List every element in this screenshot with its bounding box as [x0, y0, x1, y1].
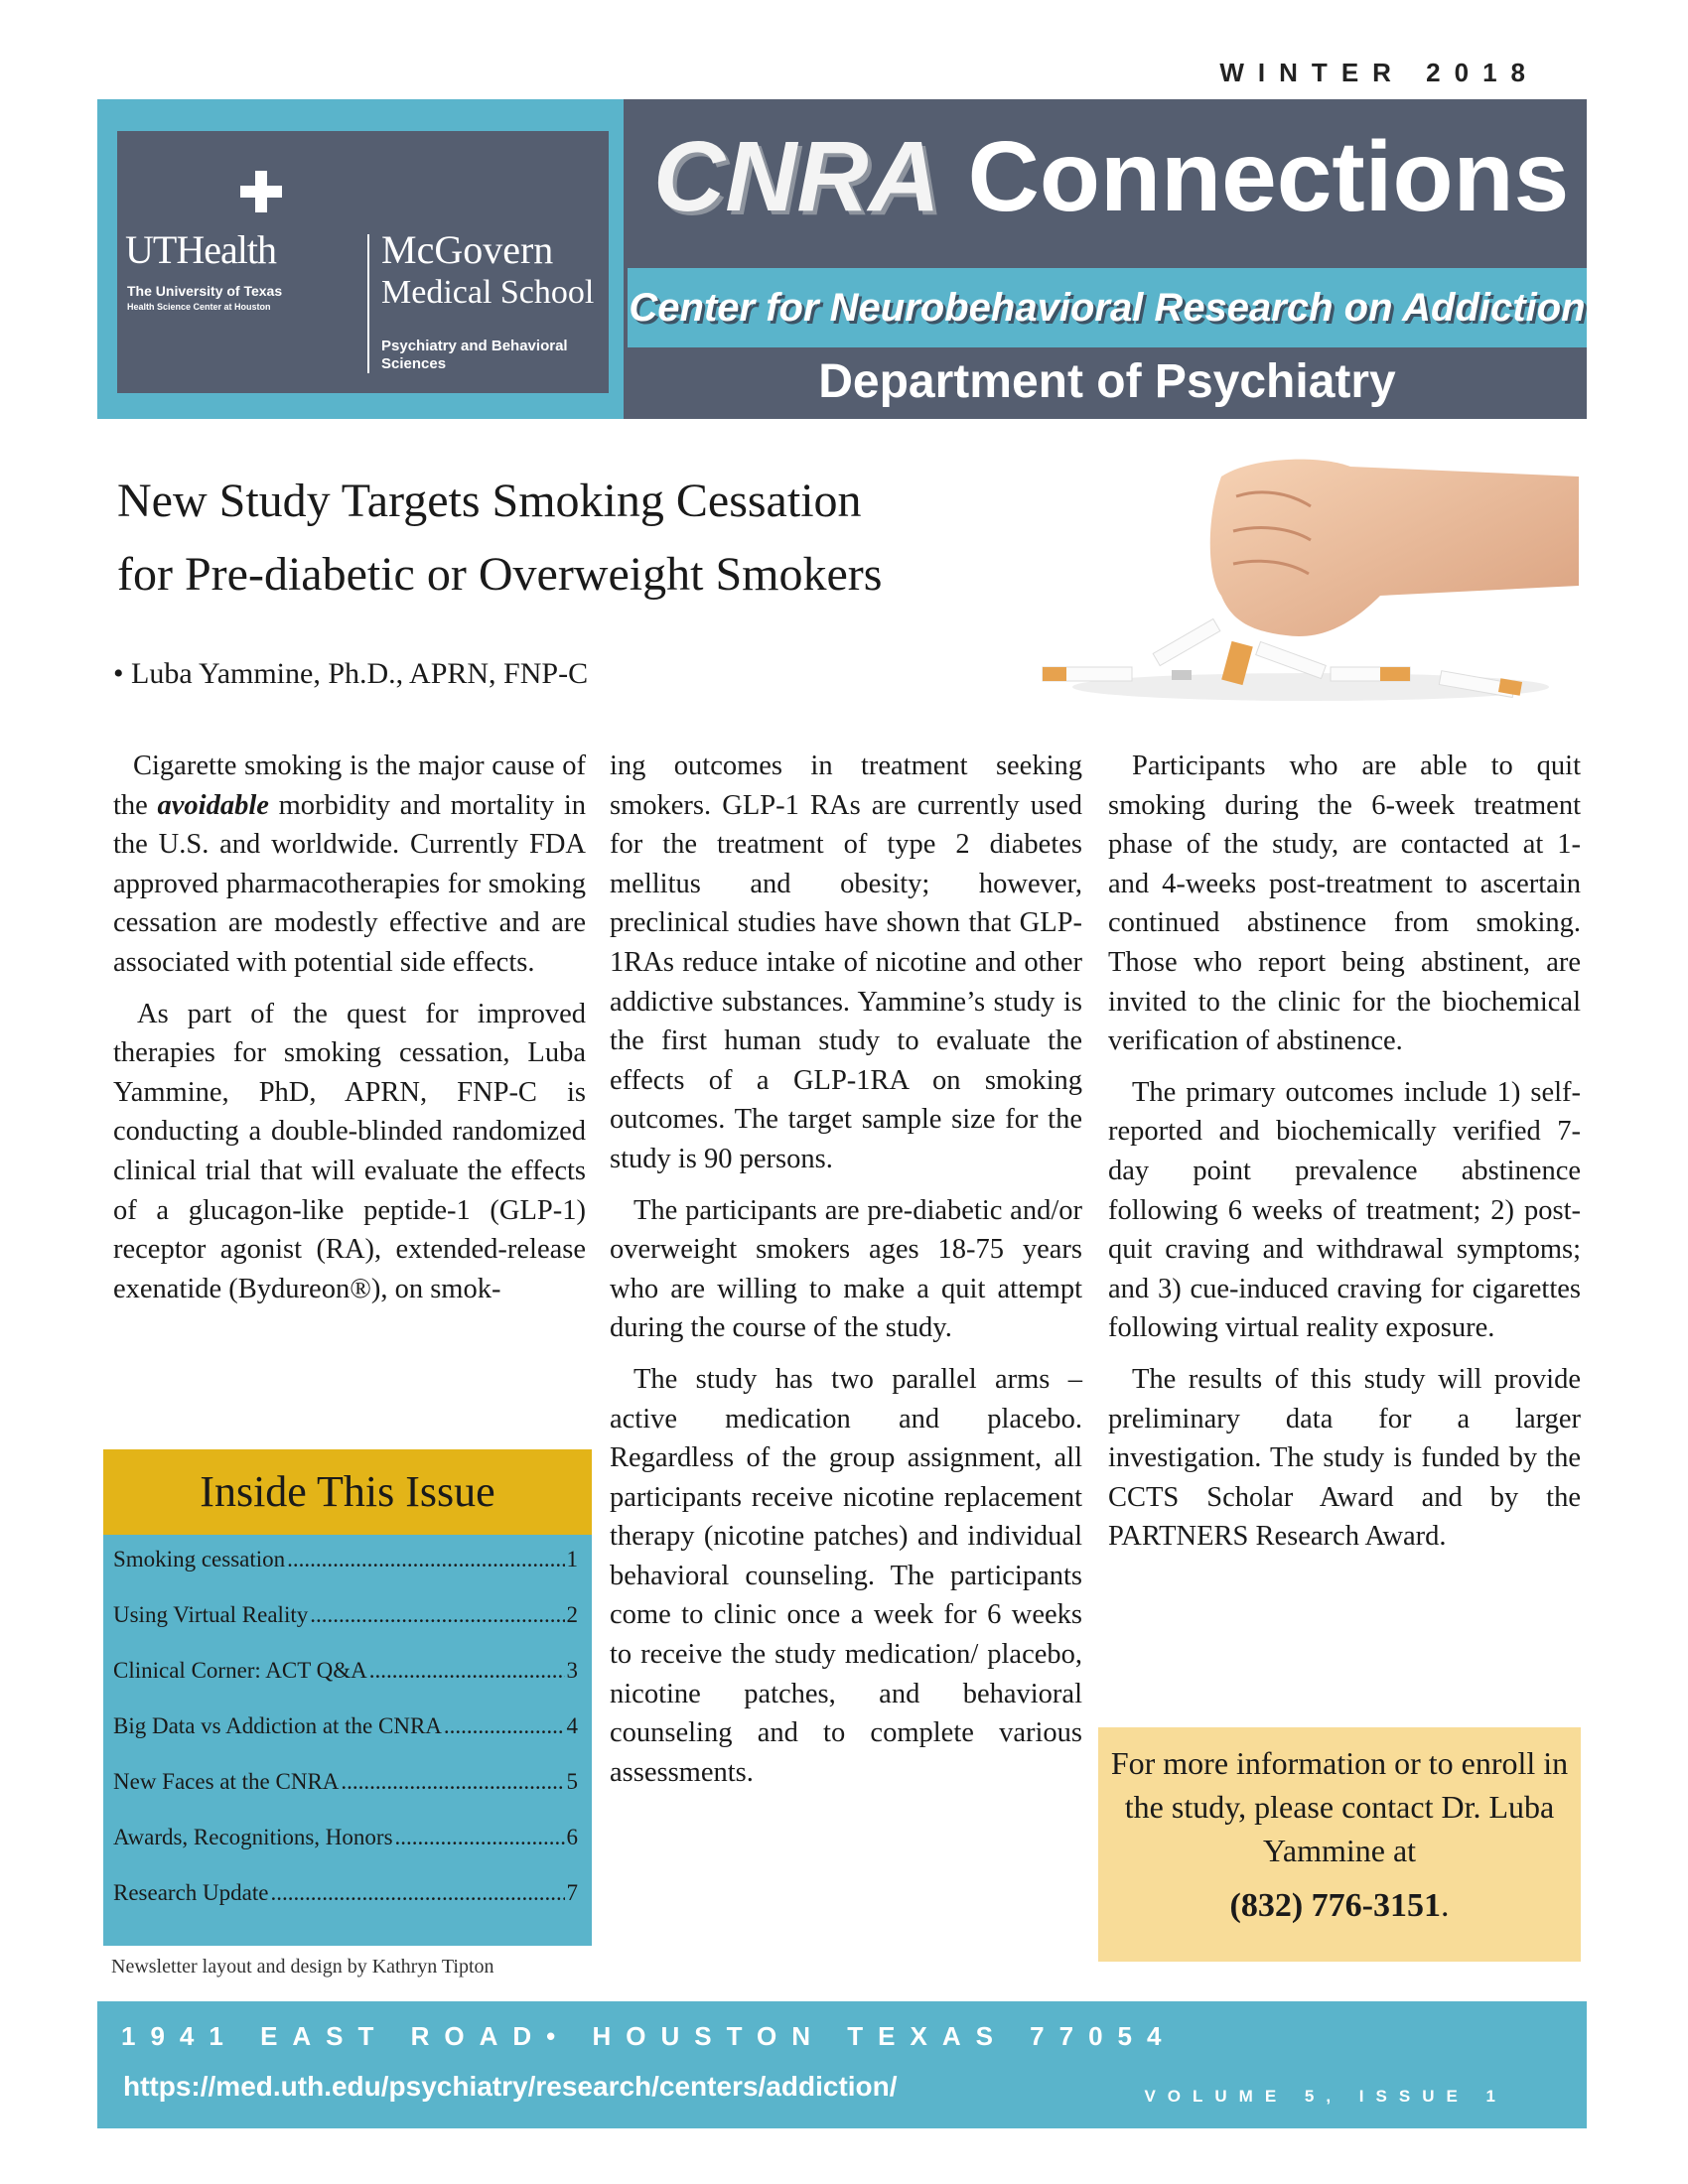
paragraph-2: As part of the quest for improved therapies for smoking cessation, Luba Yammine, PhD, APRN, FNP-C is conducting a double-blinded randomized clinical trial that will evaluate the effects of a glucagon-like peptide-1 (GLP-1) receptor agonist (RA), extended-release exenatide (Bydureon®), on smok- [113, 998, 586, 1304]
logo-ut-line1: The University of Texas [127, 283, 283, 299]
toc-item[interactable]: Smoking cessation ..... 1 [113, 1547, 578, 1602]
emphasis-avoidable: avoidable [157, 789, 269, 821]
toc-item[interactable]: Big Data vs Addiction at the CNRA ..... 4 [113, 1713, 578, 1769]
newsletter-title [653, 117, 1587, 236]
toc-list [103, 1535, 592, 1936]
headline-line-1: New Study Targets Smoking Cessation [117, 475, 862, 527]
paragraph-6: Participants who are able to quit smoking during the 6-week treatment phase of the study, are contacted at 1- and 4-weeks post-treatment to ascertain continued abstinence from smoking. Those who report being abstinent, are invited to the clinic for the biochemical verification of abstinence. [1108, 751, 1581, 1057]
footer-address: 1941 EAST ROAD• HOUSTON TEXAS 77054 [121, 2021, 1177, 2051]
toc-item[interactable]: Clinical Corner: ACT Q&A ..... 3 [113, 1658, 578, 1713]
paragraph-3: ing outcomes in treatment seeking smokers. GLP-1 RAs are currently used for the treatment of type 2 diabetes mellitus and obesity; however, preclinical studies have shown that GLP-1RAs reduce intake of nicotine and other addictive substances. Yammine’s study is the first human study to evaluate the effects of a GLP-1RA on smoking outcomes. The target sample size for the study is 90 persons. [610, 751, 1082, 1174]
paragraph-5: The study has two parallel arms – active medication and placebo. Regardless of the group assignment, all participants receive nicotine replacement therapy (nicotine patches) and individual behavioral counseling. The participants come to clinic once a week for 6 weeks to receive the study medication/ placebo, nicotine patches, and behavioral counseling and to complete various assessments. [610, 1363, 1082, 1788]
headline-line-2: for Pre-diabetic or Overweight Smokers [117, 548, 883, 601]
article-author: • Luba Yammine, Ph.D., APRN, FNP-C [113, 657, 589, 690]
paragraph-1: Cigarette smoking is the major cause of the avoidable morbidity and mortality in the U.S. and worldwide. Currently FDA approved pharmacotherapies for smoking cessation are modestly effective and are associated with potential side effects. [113, 751, 586, 978]
logo-frame [97, 99, 624, 419]
logo-uthealth: UTHealth [125, 227, 276, 272]
title-cnra: CNRA [653, 121, 940, 232]
uthealth-logo [117, 131, 609, 393]
logo-ut-line2: Health Science Center at Houston [127, 302, 271, 312]
footer [97, 2001, 1587, 2128]
issue-season: WINTER 2018 [1219, 58, 1539, 87]
fist-crushing-cigarettes-photo [1023, 437, 1579, 731]
article-headline [117, 465, 1110, 612]
toc-item[interactable]: Using Virtual Reality ..... 2 [113, 1602, 578, 1658]
title-connections: Connections [939, 121, 1570, 232]
toc-item[interactable]: Awards, Recognitions, Honors ..... 6 [113, 1825, 578, 1880]
toc-title: Inside This Issue [103, 1449, 592, 1535]
article-column-1 [113, 747, 586, 1320]
toc-item[interactable]: New Faces at the CNRA ..... 5 [113, 1769, 578, 1825]
paragraph-8: The results of this study will provide preliminary data for a larger investigation. The study is funded by the CCTS Scholar Award and by the PARTNERS Research Award. [1108, 1363, 1581, 1553]
cross-icon [240, 171, 282, 212]
contact-box [1098, 1727, 1581, 1962]
footer-url-link[interactable]: https://med.uth.edu/psychiatry/research/centers/addiction/ [123, 2071, 898, 2102]
paragraph-4: The participants are pre-diabetic and/or overweight smokers ages 18-75 years who are willing to make a quit attempt during the course of the study. [610, 1194, 1082, 1344]
toc-item[interactable]: Research Update ..... 7 [113, 1880, 578, 1936]
contact-phone[interactable]: (832) 776-3151. [1229, 1887, 1450, 1924]
center-name: Center for Neurobehavioral Research on Addiction [628, 268, 1587, 347]
volume-issue: VOLUME 5, ISSUE 1 [1144, 2087, 1507, 2106]
logo-divider [367, 234, 369, 373]
logo-psychiatry: Psychiatry and Behavioral Sciences [381, 338, 568, 372]
inside-this-issue [103, 1449, 592, 1946]
paragraph-7: The primary outcomes include 1) self-reported and biochemically verified 7-day point prevalence abstinence following 6 weeks of treatment; 2) post-quit craving and withdrawal symptoms; and 3) cue-induced craving for cigarettes following virtual reality exposure. [1108, 1076, 1581, 1344]
article-column-2 [610, 747, 1082, 1804]
masthead [97, 99, 1587, 419]
department-name: Department of Psychiatry [818, 355, 1396, 408]
article-column-3 [1108, 747, 1581, 1569]
layout-credit: Newsletter layout and design by Kathryn Tipton [111, 1956, 494, 1978]
logo-medical-school: Medical School [381, 274, 595, 311]
contact-text: For more information or to enroll in the study, please contact Dr. Luba Yammine at [1110, 1745, 1569, 1868]
logo-mcgovern: McGovern [381, 227, 554, 272]
